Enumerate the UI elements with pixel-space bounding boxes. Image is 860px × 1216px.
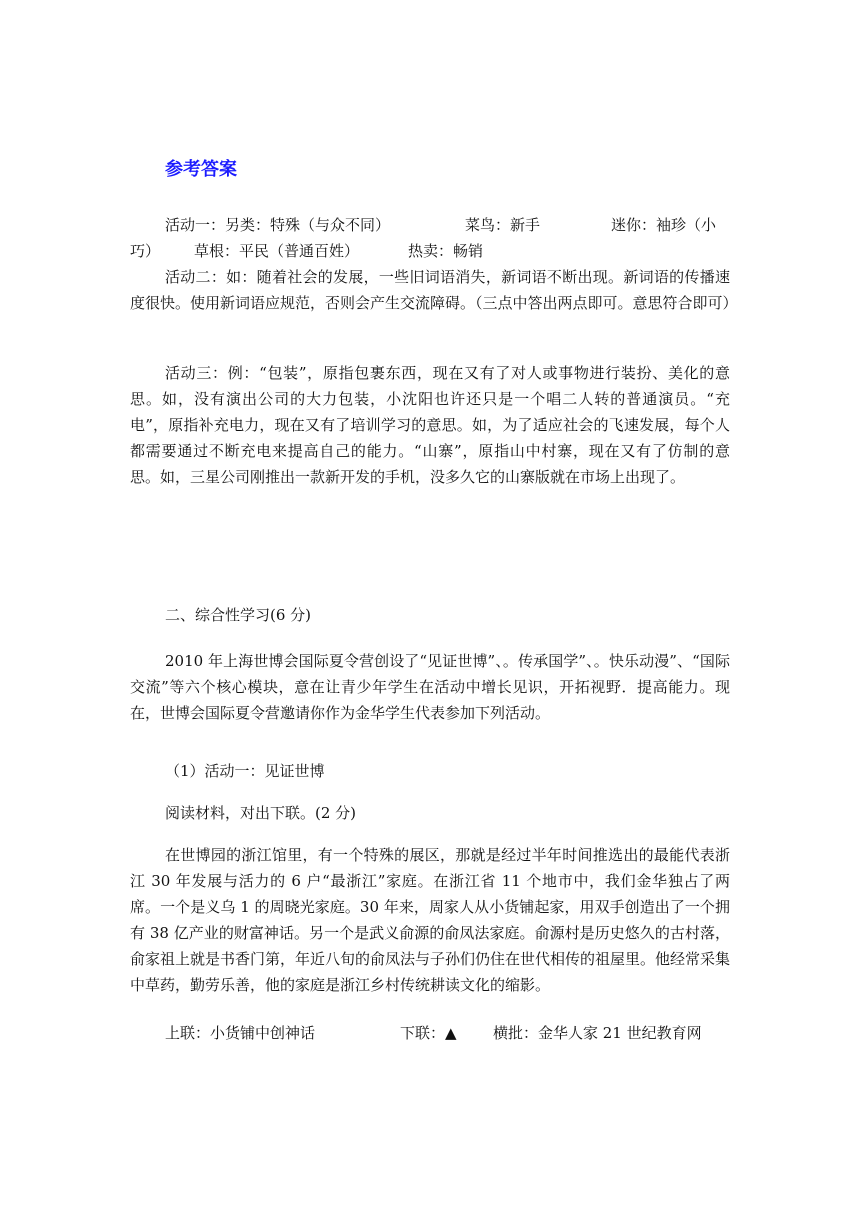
answer-mini-cont: 巧） xyxy=(130,242,161,260)
answer-another-type: 活动一：另类：特殊（与众不同） xyxy=(165,216,391,234)
answer-hot-sale: 热卖：畅销 xyxy=(408,242,484,260)
activity2-answer: 活动二：如：随着社会的发展，一些旧词语消失，新词语不断出现。新词语的传播速度很快。使用新词语应规范，否则会产生交流障碍。（三点中答出两点即可。意思符合即可） xyxy=(130,268,738,312)
lower-couplet: 下联：▲ xyxy=(400,1024,457,1042)
activity3-answer: 活动三：例：“包装”，原指包裹东西，现在又有了对人或事物进行装扮、美化的意思。如，没有演出公司的大力包装，小沈阳也许还只是一个唱二人转的普通演员。“充电”，原指补充电力，现在又有了培训学习的意思。如，为了适应社会的飞速发展，每个人都需要通过不断充电来提高自己的能力。“山寨”，原指山中村寨，现在又有了仿制的意思。如，三星公司刚推出一款新开发的手机，没多久它的山寨版就在市场上出现了。 xyxy=(130,364,730,486)
upper-couplet: 上联：小货铺中创神话 xyxy=(165,1024,316,1042)
section2-title: 二、综合性学习(6 分) xyxy=(165,606,312,624)
answer-mini: 迷你：袖珍（小 xyxy=(611,216,717,234)
activity1-title: （1）活动一：见证世博 xyxy=(165,762,325,780)
answer-heading: 参考答案 xyxy=(165,159,237,180)
reading-material: 在世博园的浙江馆里，有一个特殊的展区，那就是经过半年时间推选出的最能代表浙江 30 年发展与活力的 6 户“最浙江”家庭。在浙江省 11 个地市中，我们金华独占了两席。一个是义乌 1 的周晓光家庭。30 年来，周家人从小货铺起家，用双手创造出了一个拥有 38 亿产业的财富神话。另一个是武义俞源的俞凤法家庭。俞源村是历史悠久的古村落，俞家祖上就是书香门第，年近八旬的俞凤法与子孙们仍住在世代相传的祖屋里。他经常采集中草药，勤劳乐善，他的家庭是浙江乡村传统耕读文化的缩影。 xyxy=(130,846,731,994)
answer-newbie: 菜鸟：新手 xyxy=(465,216,541,234)
section2-intro: 2010 年上海世博会国际夏令营创设了“见证世博”、。传承国学”、。快乐动漫”、“国际交流”等六个核心模块，意在让青少年学生在活动中增长见识，开拓视野．提高能力。现在，世博会国际夏令营邀请你作为金华学生代表参加下列活动。 xyxy=(130,652,730,722)
horizontal-scroll: 横批：金华人家 21 世纪教育网 xyxy=(493,1024,702,1042)
reading-instruction: 阅读材料，对出下联。(2 分) xyxy=(165,804,357,822)
answer-grassroots: 草根：平民（普通百姓） xyxy=(194,242,360,260)
